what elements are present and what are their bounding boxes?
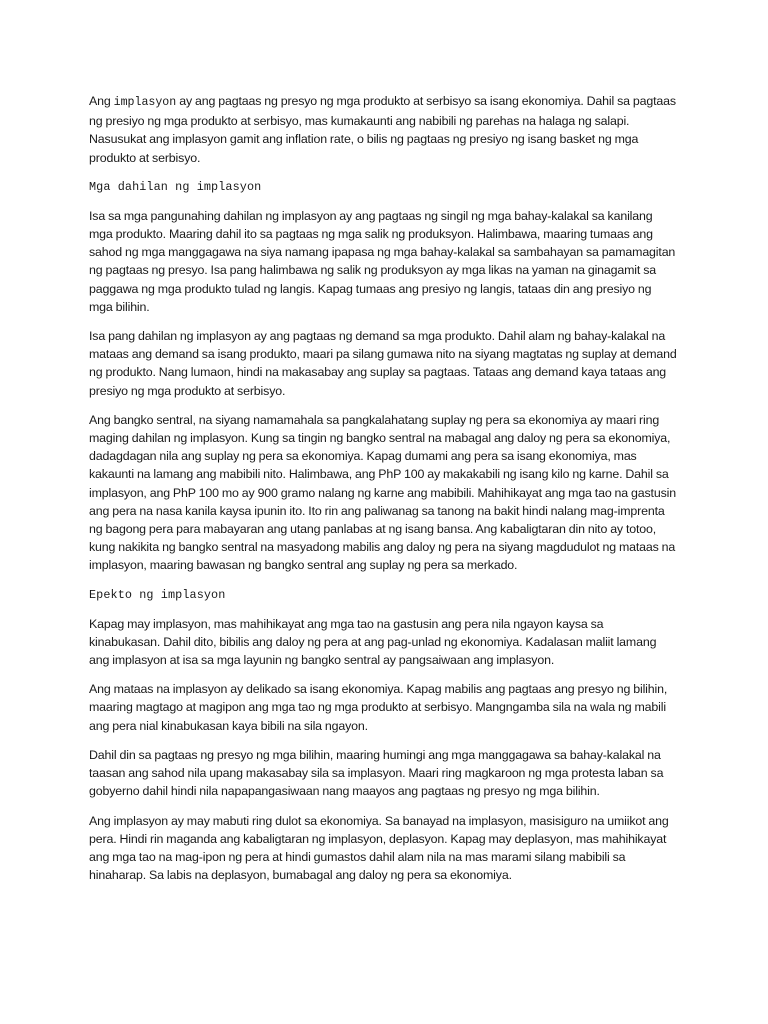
intro-lead-word: Ang [89,94,111,108]
causes-paragraph-3: Ang bangko sentral, na siyang namamahala sa pangkalahatang suplay ng pera sa ekonomiya ay maari ring maging dahilan ng implasyon. Kung sa tingin ng bangko sentral na mabagal ang daloy ng pera sa ekonomiya, dadagdagan nila ang suplay ng pera sa ekonomiya. Kapag dumami ang pera sa isang ekonomiya, mas kakaunti na lamang ang mabibili nito. Halimbawa, ang PhP 100 ay makakabili ng isang kilo ng karne. Dahil sa implasyon, ang PhP 100 mo ay 900 gramo nalang ng karne ang mabibili. Mahihikayat ang mga tao na gastusin ang pera na nasa kanila kaysa ipunin ito. Ito rin ang paliwanag sa tanong na bakit hindi nalang mag-imprenta ng bagong pera para mabayaran ang utang panlabas at ng isang bansa. Ang kabaligtaran din nito ay totoo, kung nakikita ng bangko sentral na masyadong mabilis ang daloy ng pera na siyang magdudulot ng mataas na implasyon, maaring bawasan ng bangko sentral ang suplay ng pera sa merkado. [89,412,676,573]
section-heading-effects: Epekto ng implasyon [89,587,226,602]
intro-paragraph [89,92,677,167]
effects-paragraph-1: Kapag may implasyon, mas mahihikayat ang mga tao na gastusin ang pera nila ngayon kaysa sa kinabukasan. Dahil dito, bibilis ang daloy ng pera at ang pag-unlad ng ekonomiya. Kadalasan maliit lamang ang implasyon at isa sa mga layunin ng bangko sentral ay pangsaiwaan ang implasyon. [89,616,657,668]
document-page [89,92,677,895]
intro-term: implasyon [113,96,177,109]
effects-paragraph-3: Dahil din sa pagtaas ng presyo ng mga bilihin, maaring humingi ang mga manggagawa sa bahay-kalakal na taasan ang sahod nila upang makasabay sila sa implasyon. Maari ring magkaroon ng mga protesta laban sa gobyerno dahil hindi nila napapangasiwaan nang maayos ang pagtaas ng presyo ng mga bilihin. [89,747,664,799]
causes-paragraph-2: Isa pang dahilan ng implasyon ay ang pagtaas ng demand sa mga produkto. Dahil alam ng bahay-kalakal na mataas ang demand sa isang produkto, maari pa silang gumawa nito na siyang magtatas ng suplay at demand ng produkto. Nang lumaon, hindi na makasabay ang suplay sa pagtaas. Tataas ang demand kaya tataas ang presiyo ng mga produkto at serbisyo. [89,329,677,398]
section-heading-causes: Mga dahilan ng implasyon [89,179,262,194]
effects-paragraph-4: Ang implasyon ay may mabuti ring dulot sa ekonomiya. Sa banayad na implasyon, masisiguro na umiikot ang pera. Hindi rin maganda ang kabaligtaran ng implasyon, deplasyon. Kapag may deplasyon, mas mahihikayat ang mga tao na mag-ipon ng pera at hindi gumastos dahil alam nila na mas marami silang mabibili sa hinaharap. Sa labis na deplasyon, bumabagal ang daloy ng pera sa ekonomiya. [89,813,669,883]
effects-paragraph-2: Ang mataas na implasyon ay delikado sa isang ekonomiya. Kapag mabilis ang pagtaas ang presyo ng bilihin, maaring magtago at magipon ang mga tao ng mga produkto at serbisyo. Mangngamba sila na wala ng mabili ang pera nial kinabukasan kaya bibili na sila ngayon. [89,682,668,733]
intro-rest: ay ang pagtaas ng presyo ng mga produkto at serbisyo sa isang ekonomiya. Dahil sa pagtaas ng presiyo ng mga produkto at serbisyo, mas kumakaunti ang nabibili ng parehas na halaga ng salapi. Nasusukat ang implasyon gamit ang inflation rate, o bilis ng pagtaas ng presiyo ng isang basket ng mga produkto at serbisyo. [89,94,676,165]
causes-paragraph-1: Isa sa mga pangunahing dahilan ng implasyon ay ang pagtaas ng singil ng mga bahay-kalakal sa kanilang mga produkto. Maaring dahil ito sa pagtaas ng mga salik ng produksyon. Halimbawa, maaring tumaas ang sahod ng mga manggagawa na siya namang ipapasa ng mga bahay-kalakal sa sambahayan sa pamamagitan ng pagtaas ng presyo. Isa pang halimbawa ng salik ng produksyon ay mga likas na yaman na ginagamit sa paggawa ng mga produkto tulad ng langis. Kapag tumaas ang presiyo ng langis, tataas din ang presiyo ng mga bilihin. [89,208,676,314]
